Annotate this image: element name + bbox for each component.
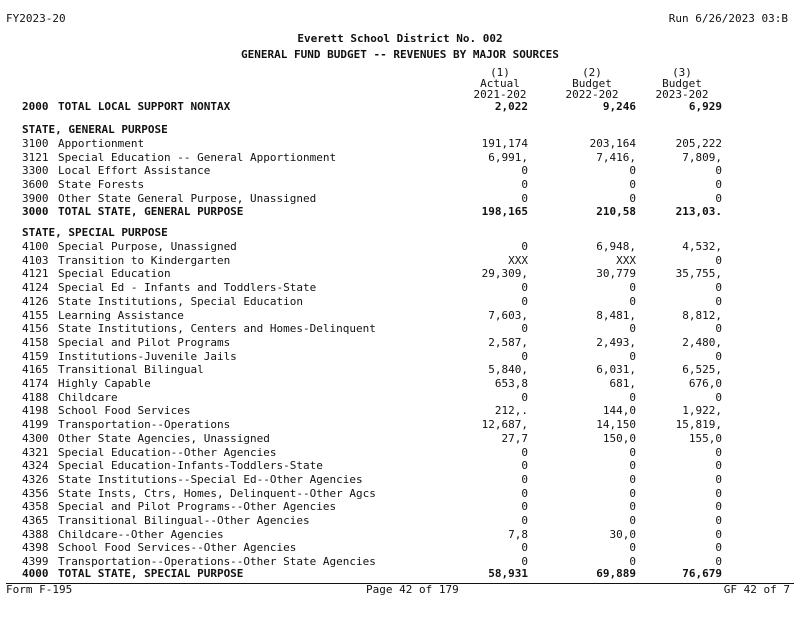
account-desc: Highly Capable: [58, 377, 151, 390]
table-row: [0, 281, 800, 294]
value-budget-current: 15,819,: [675, 418, 722, 432]
value-actual: 0: [521, 191, 528, 205]
value-budget-prior: 6,948,: [596, 240, 636, 253]
account-desc: Special and Pilot Programs: [58, 335, 231, 349]
value-budget-current: 0: [715, 322, 722, 336]
value-budget-current: 0: [715, 164, 722, 178]
value-budget-current: 0: [715, 514, 722, 527]
fiscal-year: FY2023-20: [6, 12, 66, 25]
account-desc: Special Education-Infants-Toddlers-State: [58, 459, 323, 473]
value-actual: 5,840,: [488, 363, 528, 377]
report-title: GENERAL FUND BUDGET -- REVENUES BY MAJOR SOURCES: [241, 48, 559, 61]
account-code: 4121: [22, 267, 49, 281]
col3-years: 2023-202: [655, 88, 709, 101]
table-row: [0, 404, 800, 417]
value-budget-prior: XXX: [616, 253, 636, 267]
table-row: [0, 254, 800, 267]
account-desc: Childcare--Other Agencies: [58, 527, 224, 541]
account-desc: Transportation--Operations: [58, 418, 231, 432]
table-row: [0, 164, 800, 177]
total-row-local-nontax: [0, 100, 800, 113]
col2-years: 2022-202: [565, 88, 619, 101]
value-actual: 2,587,: [488, 335, 528, 349]
account-desc: State Institutions--Special Ed--Other Agencies: [58, 472, 363, 486]
value-actual: 198,165: [481, 205, 528, 218]
account-code: 4165: [22, 363, 49, 377]
table-row: [0, 151, 800, 164]
account-code: 4398: [22, 541, 49, 555]
value-actual: 0: [521, 541, 528, 555]
value-budget-current: 2,480,: [682, 335, 722, 349]
value-actual: 12,687,: [481, 418, 528, 432]
account-code: 4199: [22, 418, 49, 432]
value-budget-prior: 0: [629, 445, 636, 459]
table-row: [0, 178, 800, 191]
account-code: 3600: [22, 178, 49, 192]
value-actual: 0: [521, 472, 528, 486]
account-desc: State Forests: [58, 178, 145, 192]
value-budget-prior: 30,0: [609, 527, 636, 541]
value-budget-prior: 681,: [609, 377, 636, 390]
value-actual: 0: [521, 500, 528, 514]
value-actual: 0: [521, 178, 528, 192]
section-heading-special: STATE, SPECIAL PURPOSE: [22, 226, 168, 239]
col1-num: (1): [490, 66, 510, 79]
value-budget-prior: 0: [629, 472, 636, 486]
col3-num: (3): [672, 66, 692, 79]
account-code: 4326: [22, 472, 49, 486]
value-budget-prior: 69,889: [596, 567, 636, 580]
value-budget-current: 213,03.: [675, 205, 722, 218]
section-heading-general: STATE, GENERAL PURPOSE: [22, 123, 168, 136]
value-budget-prior: 2,493,: [596, 335, 636, 349]
value-actual: 653,8: [494, 377, 528, 390]
value-budget-prior: 0: [629, 191, 636, 205]
value-budget-prior: 0: [629, 164, 636, 178]
value-actual: 7,603,: [488, 308, 528, 322]
value-actual: 0: [521, 459, 528, 473]
value-budget-prior: 0: [629, 541, 636, 555]
col1-years: 2021-202: [473, 88, 527, 101]
account-code: 4198: [22, 404, 49, 418]
account-desc: State Institutions, Centers and Homes-Delinquent: [58, 322, 376, 336]
run-info: Run 6/26/2023 03:B: [668, 12, 788, 25]
value-actual: 0: [521, 486, 528, 500]
value-budget-current: 35,755,: [675, 267, 722, 281]
value-budget-prior: 150,0: [602, 431, 636, 445]
table-row: [0, 137, 800, 150]
value-budget-current: 0: [715, 486, 722, 500]
value-actual: 0: [521, 322, 528, 336]
value-budget-current: 6,929: [688, 100, 722, 113]
value-budget-current: 76,679: [682, 567, 722, 580]
value-budget-prior: 6,031,: [596, 363, 636, 377]
account-code: 4356: [22, 486, 49, 500]
gf-page: GF 42 of 7: [723, 583, 790, 596]
table-row: [0, 267, 800, 280]
value-budget-prior: 0: [629, 178, 636, 192]
value-budget-current: 4,532,: [682, 240, 722, 253]
table-row: [0, 418, 800, 431]
account-desc: Special Education: [58, 267, 171, 281]
account-code: 4388: [22, 527, 49, 541]
total-row-general: [0, 205, 800, 218]
account-desc: State Insts, Ctrs, Homes, Delinquent--Other Agcs: [58, 486, 376, 500]
value-budget-prior: 0: [629, 500, 636, 514]
value-actual: 58,931: [488, 567, 528, 580]
account-code: 3300: [22, 164, 49, 178]
account-code: 3100: [22, 137, 49, 150]
account-code: 4321: [22, 445, 49, 459]
value-budget-prior: 0: [629, 390, 636, 404]
account-code: 4399: [22, 555, 49, 569]
table-row: [0, 391, 800, 404]
table-row: [0, 336, 800, 349]
table-row: [0, 500, 800, 513]
account-code: 4156: [22, 322, 49, 336]
account-code: 4174: [22, 377, 49, 390]
account-desc: Local Effort Assistance: [58, 164, 211, 178]
account-code: 4158: [22, 335, 49, 349]
value-budget-prior: 0: [629, 322, 636, 336]
value-budget-prior: 0: [629, 349, 636, 363]
account-code: 4324: [22, 459, 49, 473]
col1-label: Actual: [480, 77, 520, 90]
account-desc: Transition to Kindergarten: [58, 253, 231, 267]
account-desc: Special Education--Other Agencies: [58, 445, 277, 459]
value-budget-current: 1,922,: [682, 404, 722, 418]
account-desc: Special Purpose, Unassigned: [58, 240, 237, 253]
value-budget-current: 0: [715, 191, 722, 205]
value-actual: 0: [521, 349, 528, 363]
value-actual: 212,.: [494, 404, 528, 418]
table-row: [0, 487, 800, 500]
value-budget-current: 0: [715, 445, 722, 459]
account-desc: Transportation--Operations--Other State Agencies: [58, 555, 376, 569]
value-budget-current: 155,0: [688, 431, 722, 445]
value-actual: 29,309,: [481, 267, 528, 281]
account-desc: TOTAL STATE, SPECIAL PURPOSE: [58, 567, 244, 580]
account-code: 4188: [22, 390, 49, 404]
account-code: 4358: [22, 500, 49, 514]
value-budget-current: 7,809,: [682, 150, 722, 164]
value-budget-current: 0: [715, 555, 722, 569]
account-desc: Learning Assistance: [58, 308, 184, 322]
value-budget-prior: 0: [629, 281, 636, 295]
value-budget-current: 8,812,: [682, 308, 722, 322]
account-code: 3121: [22, 150, 49, 164]
account-desc: Other State General Purpose, Unassigned: [58, 191, 317, 205]
table-row: [0, 514, 800, 527]
value-budget-current: 0: [715, 349, 722, 363]
value-budget-prior: 8,481,: [596, 308, 636, 322]
account-code: 4100: [22, 240, 49, 253]
value-actual: 6,991,: [488, 150, 528, 164]
value-budget-current: 0: [715, 541, 722, 555]
value-budget-prior: 9,246: [602, 100, 636, 113]
value-actual: 0: [521, 514, 528, 527]
total-row-special: [0, 567, 800, 580]
table-row: [0, 309, 800, 322]
table-row: [0, 240, 800, 253]
value-budget-current: 676,0: [688, 377, 722, 390]
form-number: Form F-195: [6, 583, 73, 596]
value-actual: 0: [521, 445, 528, 459]
account-desc: Transitional Bilingual--Other Agencies: [58, 514, 310, 527]
col2-num: (2): [582, 66, 602, 79]
value-budget-prior: 0: [629, 294, 636, 308]
value-budget-prior: 7,416,: [596, 150, 636, 164]
value-budget-current: 0: [715, 459, 722, 473]
value-actual: 0: [521, 240, 528, 253]
value-budget-prior: 0: [629, 555, 636, 569]
table-row: [0, 192, 800, 205]
account-desc: Childcare: [58, 390, 118, 404]
value-budget-current: 0: [715, 472, 722, 486]
value-budget-prior: 210,58: [596, 205, 636, 218]
value-actual: XXX: [508, 253, 528, 267]
account-desc: Special Ed - Infants and Toddlers-State: [58, 281, 317, 295]
value-actual: 0: [521, 294, 528, 308]
account-code: 4103: [22, 253, 49, 267]
value-actual: 27,7: [501, 431, 528, 445]
account-desc: Special and Pilot Programs--Other Agencies: [58, 500, 337, 514]
value-actual: 7,8: [508, 527, 528, 541]
value-budget-current: 0: [715, 281, 722, 295]
account-code: 4300: [22, 431, 49, 445]
table-row: [0, 377, 800, 390]
value-budget-current: 0: [715, 500, 722, 514]
value-budget-prior: 30,779: [596, 267, 636, 281]
col2-label: Budget: [572, 77, 612, 90]
table-row: [0, 322, 800, 335]
col3-label: Budget: [662, 77, 702, 90]
table-row: [0, 446, 800, 459]
value-budget-current: 0: [715, 390, 722, 404]
account-code: 4124: [22, 281, 49, 295]
value-budget-current: 0: [715, 527, 722, 541]
value-actual: 191,174: [481, 137, 528, 150]
value-budget-current: 0: [715, 294, 722, 308]
account-desc: Special Education -- General Apportionment: [58, 150, 337, 164]
table-row: [0, 295, 800, 308]
account-desc: School Food Services--Other Agencies: [58, 541, 297, 555]
table-row: [0, 459, 800, 472]
value-budget-prior: 14,150: [596, 418, 636, 432]
table-row: [0, 541, 800, 554]
account-desc: State Institutions, Special Education: [58, 294, 304, 308]
value-budget-prior: 144,0: [602, 404, 636, 418]
value-budget-prior: 203,164: [589, 137, 636, 150]
value-budget-prior: 0: [629, 486, 636, 500]
account-desc: TOTAL LOCAL SUPPORT NONTAX: [58, 100, 231, 113]
value-actual: 0: [521, 281, 528, 295]
account-desc: Transitional Bilingual: [58, 363, 204, 377]
account-desc: Institutions-Juvenile Jails: [58, 349, 237, 363]
account-code: 4365: [22, 514, 49, 527]
account-code: 3000: [22, 205, 49, 218]
value-budget-current: 6,525,: [682, 363, 722, 377]
account-code: 4126: [22, 294, 49, 308]
value-actual: 2,022: [494, 100, 528, 113]
value-budget-prior: 0: [629, 514, 636, 527]
value-actual: 0: [521, 164, 528, 178]
page-number: Page 42 of 179: [366, 583, 459, 596]
account-code: 4000: [22, 567, 49, 580]
account-code: 3900: [22, 191, 49, 205]
table-row: [0, 432, 800, 445]
value-budget-current: 0: [715, 178, 722, 192]
value-budget-current: 0: [715, 253, 722, 267]
table-row: [0, 350, 800, 363]
table-row: [0, 363, 800, 376]
value-actual: 0: [521, 390, 528, 404]
account-desc: School Food Services: [58, 404, 191, 418]
account-desc: Other State Agencies, Unassigned: [58, 431, 270, 445]
account-code: 4159: [22, 349, 49, 363]
account-code: 4155: [22, 308, 49, 322]
value-actual: 0: [521, 555, 528, 569]
value-budget-current: 205,222: [675, 137, 722, 150]
district-name: Everett School District No. 002: [297, 32, 503, 45]
account-desc: TOTAL STATE, GENERAL PURPOSE: [58, 205, 244, 218]
account-code: 2000: [22, 100, 49, 113]
table-row: [0, 473, 800, 486]
account-desc: Apportionment: [58, 137, 145, 150]
table-row: [0, 528, 800, 541]
value-budget-prior: 0: [629, 459, 636, 473]
